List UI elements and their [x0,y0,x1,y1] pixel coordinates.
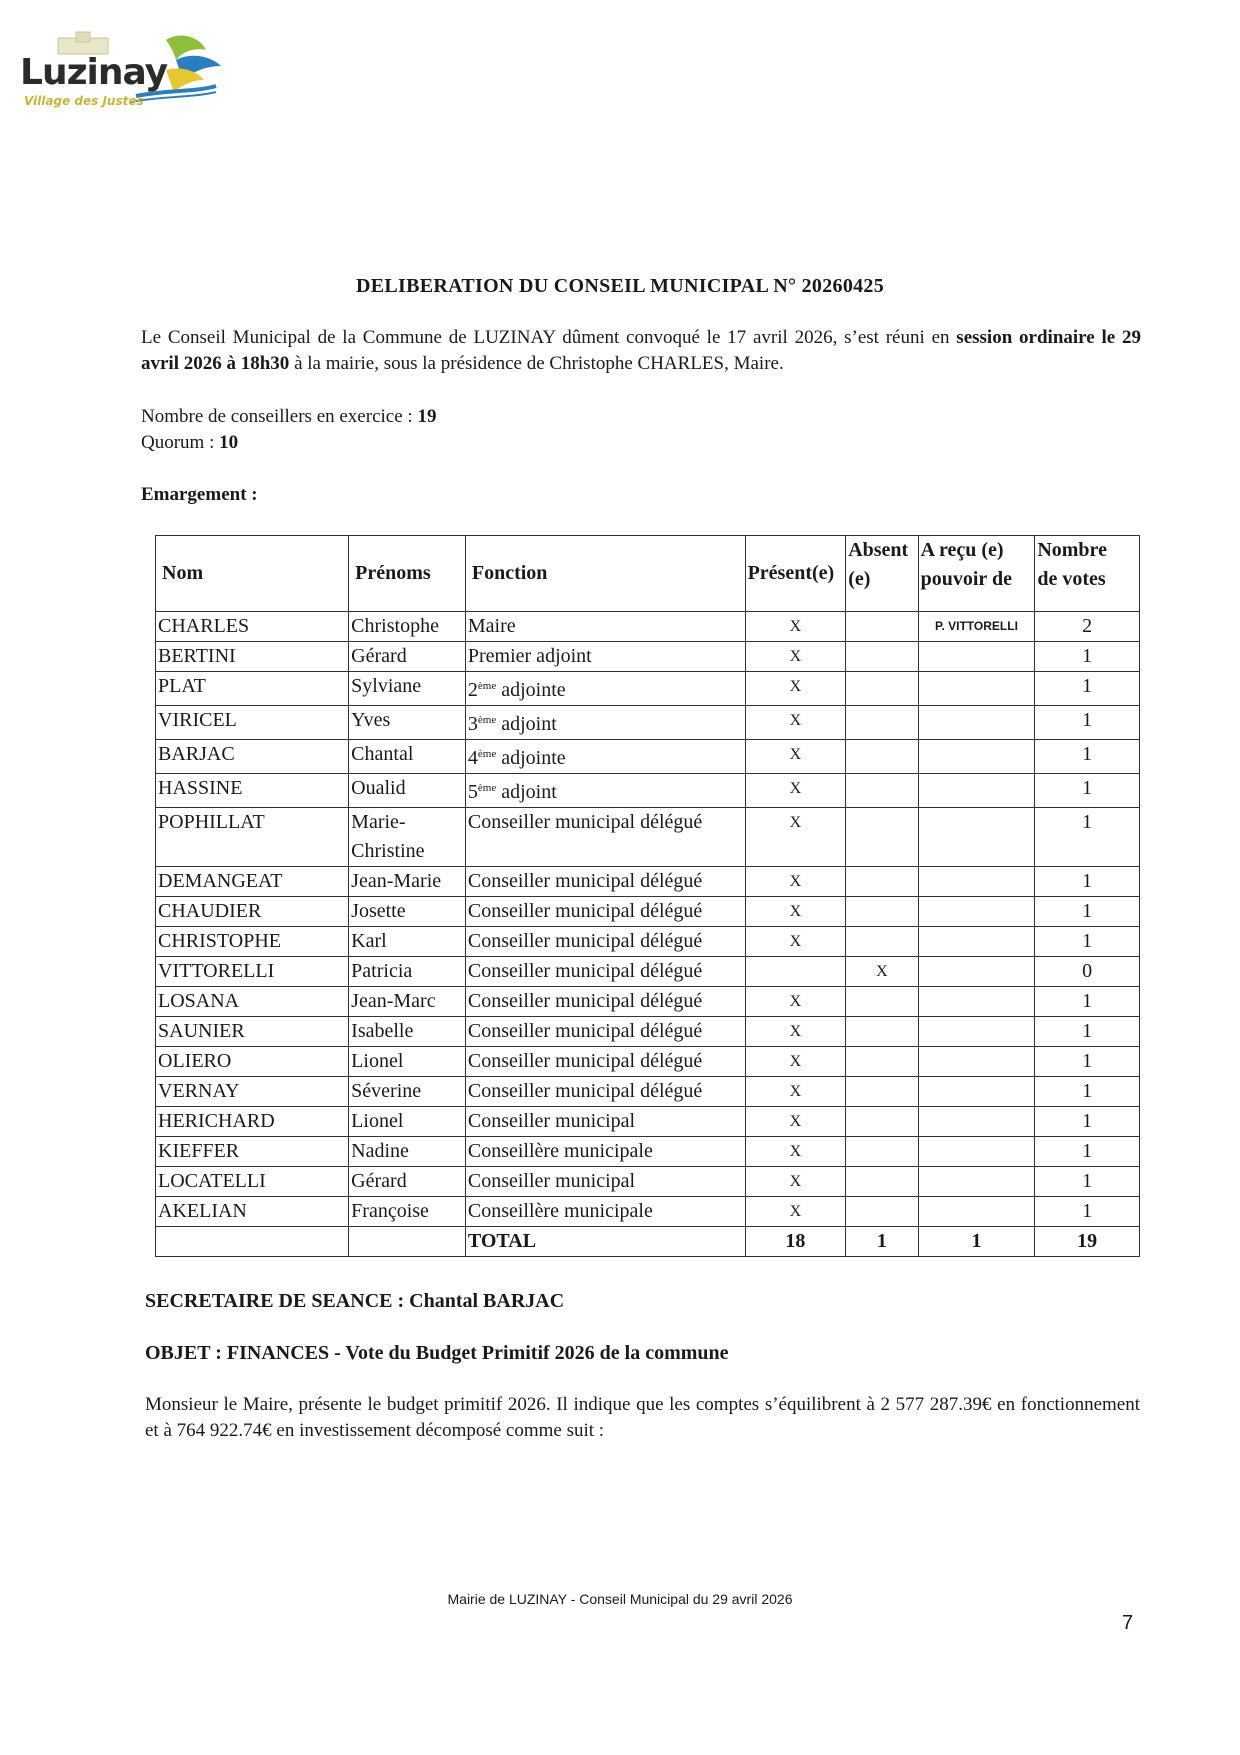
cell-pouvoir [918,957,1035,987]
table-row [156,1017,1140,1047]
cell-votes: 0 [1035,957,1140,987]
cell-fonction: Conseiller municipal délégué [465,1017,745,1047]
header-pouvoir-line2: pouvoir de [920,568,1012,590]
cell-prenom: Lionel [349,1107,466,1137]
cell-present: X [745,867,846,897]
cell-pouvoir: P. VITTORELLI [918,612,1035,642]
cell-prenom: Josette [349,897,466,927]
cell-prenom: Jean-Marc [349,987,466,1017]
total-label: TOTAL [465,1227,745,1257]
cell-prenom: Chantal [349,740,466,774]
cell-votes: 1 [1035,1137,1140,1167]
cell-nom: VIRICEL [156,706,349,740]
cell-fonction: Conseiller municipal délégué [465,808,745,867]
cell-prenom: Françoise [349,1197,466,1227]
cell-absent [846,1137,918,1167]
cell-nom: PLAT [156,672,349,706]
cell-prenom: Isabelle [349,1017,466,1047]
cell-prenom: Oualid [349,774,466,808]
cell-votes: 1 [1035,672,1140,706]
cell-pouvoir [918,1167,1035,1197]
cell-prenom: Karl [349,927,466,957]
header-absent [846,536,918,612]
cell-pouvoir [918,1017,1035,1047]
cell-present: X [745,927,846,957]
table-row [156,740,1140,774]
total-absent: 1 [846,1227,918,1257]
table-row [156,808,1140,867]
cell-votes: 1 [1035,808,1140,867]
cell-nom: OLIERO [156,1047,349,1077]
cell-votes: 1 [1035,774,1140,808]
cell-nom: BERTINI [156,642,349,672]
cell-prenom: Patricia [349,957,466,987]
cell-votes: 1 [1035,1047,1140,1077]
cell-votes: 1 [1035,740,1140,774]
cell-pouvoir [918,808,1035,867]
cell-absent [846,774,918,808]
cell-prenom: Jean-Marie [349,867,466,897]
cell-prenom: Lionel [349,1047,466,1077]
quorum-value: 10 [219,432,239,453]
cell-nom: BARJAC [156,740,349,774]
total-pouvoir: 1 [918,1227,1035,1257]
logo-subtitle: Village des Justes [24,94,144,108]
cell-present: X [745,774,846,808]
cell-votes: 1 [1035,867,1140,897]
table-row [156,987,1140,1017]
cell-pouvoir [918,1047,1035,1077]
table-row [156,612,1140,642]
table-row [156,774,1140,808]
cell-fonction: Conseiller municipal délégué [465,957,745,987]
fonction-text: adjointe [496,747,566,769]
table-row [156,1107,1140,1137]
cell-present: X [745,897,846,927]
cell-absent [846,808,918,867]
cell-absent [846,987,918,1017]
cell-pouvoir [918,1107,1035,1137]
cell-absent [846,1197,918,1227]
objet: OBJET : FINANCES - Vote du Budget Primitif 2026 de la commune [145,1342,729,1364]
fonction-ordinal: 2 [467,679,478,701]
table-row [156,706,1140,740]
table-row [156,1077,1140,1107]
cell-fonction [465,774,745,808]
fonction-ordinal-suffix: ème [477,782,497,794]
cell-pouvoir [918,927,1035,957]
cell-nom: VERNAY [156,1077,349,1107]
table-row [156,1137,1140,1167]
cell-fonction: Conseillère municipale [465,1137,745,1167]
page-number: 7 [1122,1612,1134,1634]
header-votes-line2: de votes [1037,568,1106,590]
intro-text-2: à la mairie, sous la présidence de Christophe CHARLES, Maire. [289,353,784,374]
header-pouvoir [918,536,1035,612]
cell-present: X [745,706,846,740]
cell-fonction: Conseiller municipal délégué [465,1077,745,1107]
conseillers-count [141,404,436,430]
cell-pouvoir [918,1197,1035,1227]
quorum-label: Quorum : [141,432,220,453]
cell-fonction: Conseiller municipal [465,1167,745,1197]
header-votes [1035,536,1140,612]
cell-prenom-line2: Christine [351,840,425,862]
cell-nom: SAUNIER [156,1017,349,1047]
fonction-ordinal-suffix: ème [477,714,497,726]
secretaire-de-seance: SECRETAIRE DE SEANCE : Chantal BARJAC [145,1290,565,1312]
cell-votes: 1 [1035,987,1140,1017]
header-prenoms: Prénoms [349,536,466,612]
quorum [141,430,238,456]
cell-present: X [745,1107,846,1137]
cell-prenom: Gérard [349,642,466,672]
cell-pouvoir [918,897,1035,927]
cell-prenom-line1: Marie- [351,811,406,833]
total-empty-1 [156,1227,349,1257]
cell-absent [846,867,918,897]
cell-absent [846,706,918,740]
fonction-text: adjoint [496,713,557,735]
table-header-row [156,536,1140,612]
cell-absent [846,642,918,672]
cell-nom: DEMANGEAT [156,867,349,897]
cell-pouvoir [918,672,1035,706]
cell-present: X [745,808,846,867]
header-pouvoir-line1: A reçu (e) [920,539,1004,561]
cell-absent [846,897,918,927]
cell-present: X [745,1167,846,1197]
cell-absent [846,612,918,642]
conseillers-value: 19 [417,406,437,427]
cell-pouvoir [918,774,1035,808]
emargement-label: Emargement : [141,484,258,505]
cell-pouvoir [918,706,1035,740]
cell-absent [846,1047,918,1077]
cell-nom: CHAUDIER [156,897,349,927]
cell-nom: AKELIAN [156,1197,349,1227]
cell-nom: LOSANA [156,987,349,1017]
header-votes-line1: Nombre [1037,539,1107,561]
table-row [156,867,1140,897]
fonction-ordinal-suffix: ème [477,680,497,692]
header-present: Présent(e) [745,536,846,612]
cell-fonction: Conseiller municipal délégué [465,867,745,897]
cell-fonction: Conseiller municipal [465,1107,745,1137]
cell-absent [846,927,918,957]
table-row [156,642,1140,672]
cell-absent [846,1107,918,1137]
cell-present: X [745,1047,846,1077]
cell-votes: 1 [1035,1017,1140,1047]
table-total-row [156,1227,1140,1257]
fonction-text: adjoint [496,781,557,803]
cell-absent [846,1077,918,1107]
cell-fonction [465,672,745,706]
header-fonction: Fonction [465,536,745,612]
cell-nom: CHRISTOPHE [156,927,349,957]
total-empty-2 [349,1227,466,1257]
cell-nom: KIEFFER [156,1137,349,1167]
table-row [156,1047,1140,1077]
cell-votes: 1 [1035,897,1140,927]
cell-nom: HASSINE [156,774,349,808]
cell-fonction: Premier adjoint [465,642,745,672]
intro-paragraph [141,325,1141,377]
header-nom: Nom [156,536,349,612]
conseillers-label: Nombre de conseillers en exercice : [141,406,418,427]
cell-votes: 1 [1035,927,1140,957]
cell-fonction [465,740,745,774]
cell-present: X [745,1077,846,1107]
table-row [156,957,1140,987]
cell-votes: 1 [1035,1077,1140,1107]
table-row [156,1167,1140,1197]
cell-fonction: Conseiller municipal délégué [465,1047,745,1077]
cell-present: X [745,612,846,642]
cell-fonction: Conseiller municipal délégué [465,987,745,1017]
page-footer: Mairie de LUZINAY - Conseil Municipal du 29 avril 2026 [447,1591,793,1607]
fonction-ordinal: 4 [467,747,478,769]
cell-absent [846,1017,918,1047]
cell-present: X [745,1197,846,1227]
cell-votes: 2 [1035,612,1140,642]
intro-text-1: Le Conseil Municipal de la Commune de LUZINAY dûment convoqué le 17 avril 2026, s’est réuni en [141,327,957,348]
cell-absent: X [846,957,918,987]
luzinay-logo [16,30,226,110]
cell-pouvoir [918,1137,1035,1167]
cell-votes: 1 [1035,1197,1140,1227]
cell-pouvoir [918,740,1035,774]
cell-present: X [745,1017,846,1047]
cell-present: X [745,672,846,706]
cell-fonction: Conseiller municipal délégué [465,897,745,927]
cell-fonction: Conseillère municipale [465,1197,745,1227]
cell-votes: 1 [1035,642,1140,672]
cell-present: X [745,987,846,1017]
table-row [156,927,1140,957]
cell-prenom [349,808,466,867]
cell-nom: CHARLES [156,612,349,642]
cell-prenom: Gérard [349,1167,466,1197]
logo-wordmark: Luzinay [20,52,168,93]
cell-absent [846,740,918,774]
cell-pouvoir [918,987,1035,1017]
fonction-text: adjointe [496,679,566,701]
cell-nom: LOCATELLI [156,1167,349,1197]
cell-votes: 1 [1035,706,1140,740]
cell-votes: 1 [1035,1167,1140,1197]
fonction-ordinal: 5 [467,781,478,803]
cell-nom: HERICHARD [156,1107,349,1137]
cell-present: X [745,1137,846,1167]
header-absent-line1: Absent [848,539,909,561]
cell-present: X [745,642,846,672]
cell-fonction: Maire [465,612,745,642]
table-row [156,1197,1140,1227]
cell-nom: VITTORELLI [156,957,349,987]
cell-present [745,957,846,987]
page-title: DELIBERATION DU CONSEIL MUNICIPAL N° 20260425 [355,275,885,297]
cell-nom: POPHILLAT [156,808,349,867]
cell-votes: 1 [1035,1107,1140,1137]
cell-absent [846,1167,918,1197]
total-votes: 19 [1035,1227,1140,1257]
cell-prenom: Séverine [349,1077,466,1107]
header-absent-line2: (e) [848,568,871,590]
cell-absent [846,672,918,706]
cell-pouvoir [918,867,1035,897]
intro-text-bold: session ordinaire le 29 avril 2026 à 18h30 [141,327,1141,374]
table-row [156,672,1140,706]
cell-fonction [465,706,745,740]
cell-prenom: Nadine [349,1137,466,1167]
cell-present: X [745,740,846,774]
table-row [156,897,1140,927]
cell-prenom: Yves [349,706,466,740]
cell-fonction: Conseiller municipal délégué [465,927,745,957]
budget-paragraph: Monsieur le Maire, présente le budget primitif 2026. Il indique que les comptes s’équilibrent à 2 577 287.39€ en fonctionnement et à 764 922.74€ en investissement décomposé comme suit : [145,1394,1140,1441]
emargement-table [155,535,1140,1257]
fonction-ordinal-suffix: ème [477,748,497,760]
total-present: 18 [745,1227,846,1257]
cell-prenom: Christophe [349,612,466,642]
cell-prenom: Sylviane [349,672,466,706]
cell-pouvoir [918,1077,1035,1107]
cell-pouvoir [918,642,1035,672]
fonction-ordinal: 3 [467,713,478,735]
